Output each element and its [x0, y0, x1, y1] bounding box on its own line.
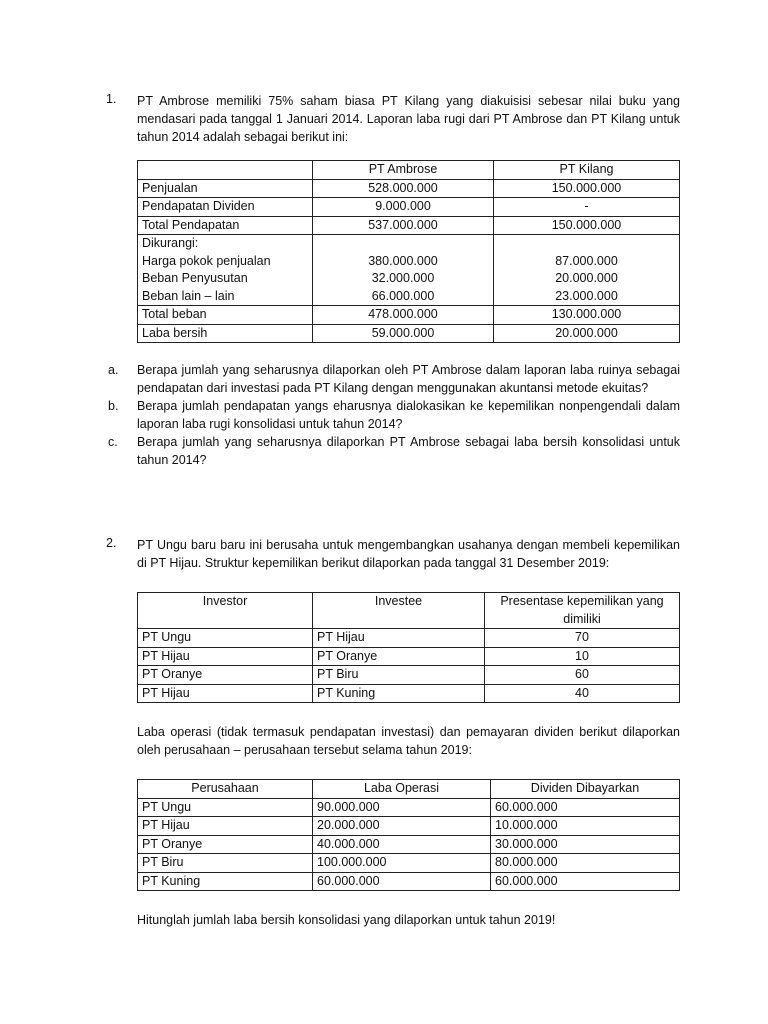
kilang-value: 87.000.000	[555, 253, 618, 268]
investee-cell: PT Hijau	[313, 629, 485, 648]
subquestion-label: c.	[108, 435, 118, 449]
row-label: Laba bersih	[138, 324, 313, 343]
header-cell: Laba Operasi	[313, 780, 491, 799]
header-cell: PT Kilang	[494, 161, 680, 180]
kilang-value: 130.000.000	[494, 306, 680, 325]
question-1-text: PT Ambrose memiliki 75% saham biasa PT Kilang yang diakuisisi sebesar nilai buku yang mendasari pada tanggal 1 Januari 2014. Laporan laba rugi dari PT Ambrose dan PT Kilang untuk tahun 2014 adalah sebagai berikut ini:	[137, 94, 680, 144]
operating-table	[137, 779, 680, 891]
row-label: Total beban	[138, 306, 313, 325]
ambrose-value: 9.000.000	[313, 198, 494, 217]
ownership-table	[137, 592, 680, 703]
operating-income-cell: 60.000.000	[313, 872, 491, 891]
table-header-row	[138, 593, 680, 629]
table-row	[138, 817, 680, 836]
deduction-title: Dikurangi:	[142, 236, 199, 250]
deduction-ambrose-values	[313, 235, 494, 306]
table-row	[138, 798, 680, 817]
question-2-text: PT Ungu baru baru ini berusaha untuk mengembangkan usahanya dengan membeli kepemilikan di PT Hijau. Struktur kepemilikan berikut dilaporkan pada tanggal 31 Desember 2019:	[137, 538, 680, 570]
table-row	[138, 666, 680, 685]
row-label: Pendapatan Dividen	[138, 198, 313, 217]
investor-cell: PT Ungu	[138, 629, 313, 648]
income-statement-table	[137, 160, 680, 343]
question-2-number: 2.	[106, 536, 117, 550]
row-label: Beban lain – lain	[142, 288, 235, 303]
header-cell: Investor	[138, 593, 313, 629]
dividend-cell: 30.000.000	[491, 835, 680, 854]
table-row	[138, 684, 680, 703]
ambrose-value: 380.000.000	[368, 253, 438, 268]
dividend-cell: 60.000.000	[491, 798, 680, 817]
question-1	[108, 92, 680, 482]
deduction-block-row	[138, 235, 680, 306]
kilang-value: -	[494, 198, 680, 217]
dividend-cell: 80.000.000	[491, 854, 680, 873]
subquestion-a	[108, 361, 680, 397]
kilang-value: 150.000.000	[494, 179, 680, 198]
percentage-cell: 70	[485, 629, 680, 648]
percentage-cell: 40	[485, 684, 680, 703]
company-cell: PT Kuning	[138, 872, 313, 891]
table-row	[138, 198, 680, 217]
operating-income-cell: 90.000.000	[313, 798, 491, 817]
ownership-table-wrap	[137, 592, 680, 929]
kilang-value: 20.000.000	[494, 324, 680, 343]
table-row	[138, 179, 680, 198]
investee-cell: PT Kuning	[313, 684, 485, 703]
table-header-row	[138, 161, 680, 180]
table-row	[138, 872, 680, 891]
header-cell	[138, 161, 313, 180]
operating-income-cell: 20.000.000	[313, 817, 491, 836]
kilang-value: 150.000.000	[494, 216, 680, 235]
company-cell: PT Oranye	[138, 835, 313, 854]
row-label: Penjualan	[138, 179, 313, 198]
operating-paragraph: Laba operasi (tidak termasuk pendapatan investasi) dan pemayaran dividen berikut dilaporkan oleh perusahaan – perusahaan tersebut selama tahun 2019:	[137, 725, 680, 757]
table-row	[138, 216, 680, 235]
ambrose-value: 528.000.000	[313, 179, 494, 198]
header-cell: Presentase kepemilikan yang dimiliki	[485, 593, 680, 629]
question-1-subquestions	[108, 361, 680, 469]
table-row	[138, 629, 680, 648]
investor-cell: PT Oranye	[138, 666, 313, 685]
ambrose-value: 59.000.000	[313, 324, 494, 343]
subquestion-label: a.	[108, 363, 119, 377]
company-cell: PT Hijau	[138, 817, 313, 836]
header-cell: Perusahaan	[138, 780, 313, 799]
row-label: Total Pendapatan	[138, 216, 313, 235]
table-row	[138, 835, 680, 854]
subquestion-text: Berapa jumlah yang seharusnya dilaporkan PT Ambrose sebagai laba bersih konsolidasi untuk tahun 2014?	[137, 435, 680, 467]
table-row	[138, 324, 680, 343]
row-label: Harga pokok penjualan	[142, 253, 271, 268]
ambrose-value: 32.000.000	[371, 271, 435, 285]
operating-income-cell: 40.000.000	[313, 835, 491, 854]
subquestion-b	[108, 397, 680, 433]
question-1-number: 1.	[106, 92, 117, 106]
table-header-row	[138, 780, 680, 799]
kilang-value: 23.000.000	[555, 288, 618, 303]
company-cell: PT Ungu	[138, 798, 313, 817]
investor-cell: PT Hijau	[138, 684, 313, 703]
subquestion-text: Berapa jumlah yang seharusnya dilaporkan oleh PT Ambrose dalam laporan laba ruinya sebagai pendapatan dari investasi pada PT Kilang dengan menggunakan akuntansi metode ekuitas?	[137, 363, 680, 395]
investee-cell: PT Oranye	[313, 647, 485, 666]
closing-instruction: Hitunglah jumlah laba bersih konsolidasi yang dilaporkan untuk tahun 2019!	[137, 913, 556, 927]
deduction-labels	[138, 235, 313, 306]
ambrose-value: 66.000.000	[371, 288, 435, 303]
kilang-value: 20.000.000	[555, 271, 618, 285]
subquestion-c	[108, 433, 680, 469]
question-2	[108, 536, 680, 929]
subquestion-label: b.	[108, 399, 119, 413]
investor-cell: PT Hijau	[138, 647, 313, 666]
operating-income-cell: 100.000.000	[313, 854, 491, 873]
table-row	[138, 647, 680, 666]
dividend-cell: 60.000.000	[491, 872, 680, 891]
header-cell: Investee	[313, 593, 485, 629]
ambrose-value: 478.000.000	[313, 306, 494, 325]
income-table-wrap	[137, 160, 680, 343]
deduction-kilang-values	[494, 235, 680, 306]
header-cell: Dividen Dibayarkan	[491, 780, 680, 799]
ambrose-value: 537.000.000	[313, 216, 494, 235]
investee-cell: PT Biru	[313, 666, 485, 685]
dividend-cell: 10.000.000	[491, 817, 680, 836]
subquestion-text: Berapa jumlah pendapatan yangs eharusnya dialokasikan ke kepemilikan nonpengendali dalam laporan laba rugi konsolidasi untuk tahun 2014?	[137, 399, 680, 431]
header-cell: PT Ambrose	[313, 161, 494, 180]
table-row	[138, 854, 680, 873]
row-label: Beban Penyusutan	[142, 271, 248, 285]
table-row	[138, 306, 680, 325]
percentage-cell: 60	[485, 666, 680, 685]
percentage-cell: 10	[485, 647, 680, 666]
company-cell: PT Biru	[138, 854, 313, 873]
